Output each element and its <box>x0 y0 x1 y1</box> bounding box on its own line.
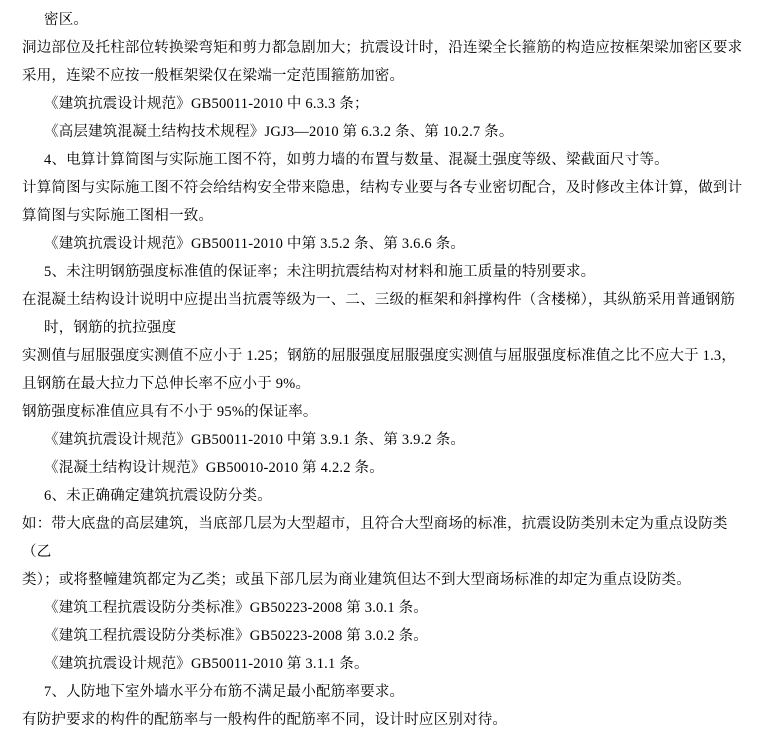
document-line: 《建筑抗震设计规范》GB50011-2010 第 3.1.1 条。 <box>44 656 369 672</box>
document-line: 《建筑工程抗震设防分类标准》GB50223-2008 第 3.0.2 条。 <box>44 628 428 644</box>
document-line: 密区。 <box>44 12 89 28</box>
document-line: 采用，连梁不应按一般框架梁仅在梁端一定范围箍筋加密。 <box>22 68 405 84</box>
document-line: 计算简图与实际施工图不符会给结构安全带来隐患，结构专业要与各专业密切配合，及时修改主体计算，做到计 <box>22 180 743 196</box>
document-line: 7、人防地下室外墙水平分布筋不满足最小配筋率要求。 <box>44 684 405 700</box>
document-line: 时，钢筋的抗拉强度 <box>44 320 177 336</box>
document-line: 在混凝土结构设计说明中应提出当抗震等级为一、二、三级的框架和斜撑构件（含楼梯），其纵筋采用普通钢筋 <box>22 292 736 308</box>
document-line: 5、未注明钢筋强度标准值的保证率；未注明抗震结构对材料和施工质量的特别要求。 <box>44 264 596 280</box>
document-line: 4、电算计算简图与实际施工图不符，如剪力墙的布置与数量、混凝土强度等级、梁截面尺寸等。 <box>44 152 669 168</box>
document-line: 钢筋强度标准值应具有不小于 95%的保证率。 <box>22 404 318 420</box>
document-line: 类）；或将整幢建筑都定为乙类；或虽下部几层为商业建筑但达不到大型商场标准的却定为重点设防类。 <box>22 572 691 588</box>
document-line: 《建筑抗震设计规范》GB50011-2010 中第 3.5.2 条、第 3.6.6 条。 <box>44 236 466 252</box>
document-line: 且钢筋在最大拉力下总伸长率不应小于 9%。 <box>22 376 311 392</box>
document-line: 洞边部位及托柱部位转换梁弯矩和剪力都急剧加大；抗震设计时，沿连梁全长箍筋的构造应按框架梁加密区要求 <box>22 40 743 56</box>
document-line: 《建筑工程抗震设防分类标准》GB50223-2008 第 3.0.1 条。 <box>44 600 428 616</box>
document-line: 实测值与屈服强度实测值不应小于 1.25；钢筋的屈服强度屈服强度实测值与屈服强度标准值之比不应大于 1.3， <box>22 348 737 364</box>
document-line: 《混凝土结构设计规范》GB50010-2010 第 4.2.2 条。 <box>44 460 384 476</box>
document-line: 有防护要求的构件的配筋率与一般构件的配筋率不同，设计时应区别对待。 <box>22 712 508 728</box>
document-line: 如：带大底盘的高层建筑，当底部几层为大型超市，且符合大型商场的标准，抗震设防类别未定为重点设防类（乙 <box>22 516 728 560</box>
document-line: 算简图与实际施工图相一致。 <box>22 208 214 224</box>
document-line: 《建筑抗震设计规范》GB50011-2010 中 6.3.3 条； <box>44 96 369 112</box>
document-line: 6、未正确确定建筑抗震设防分类。 <box>44 488 272 504</box>
document-line: 《建筑抗震设计规范》GB50011-2010 中第 3.9.1 条、第 3.9.2 条。 <box>44 432 466 448</box>
document-line: 《高层建筑混凝土结构技术规程》JGJ3—2010 第 6.3.2 条、第 10.2.7 条。 <box>44 124 514 140</box>
